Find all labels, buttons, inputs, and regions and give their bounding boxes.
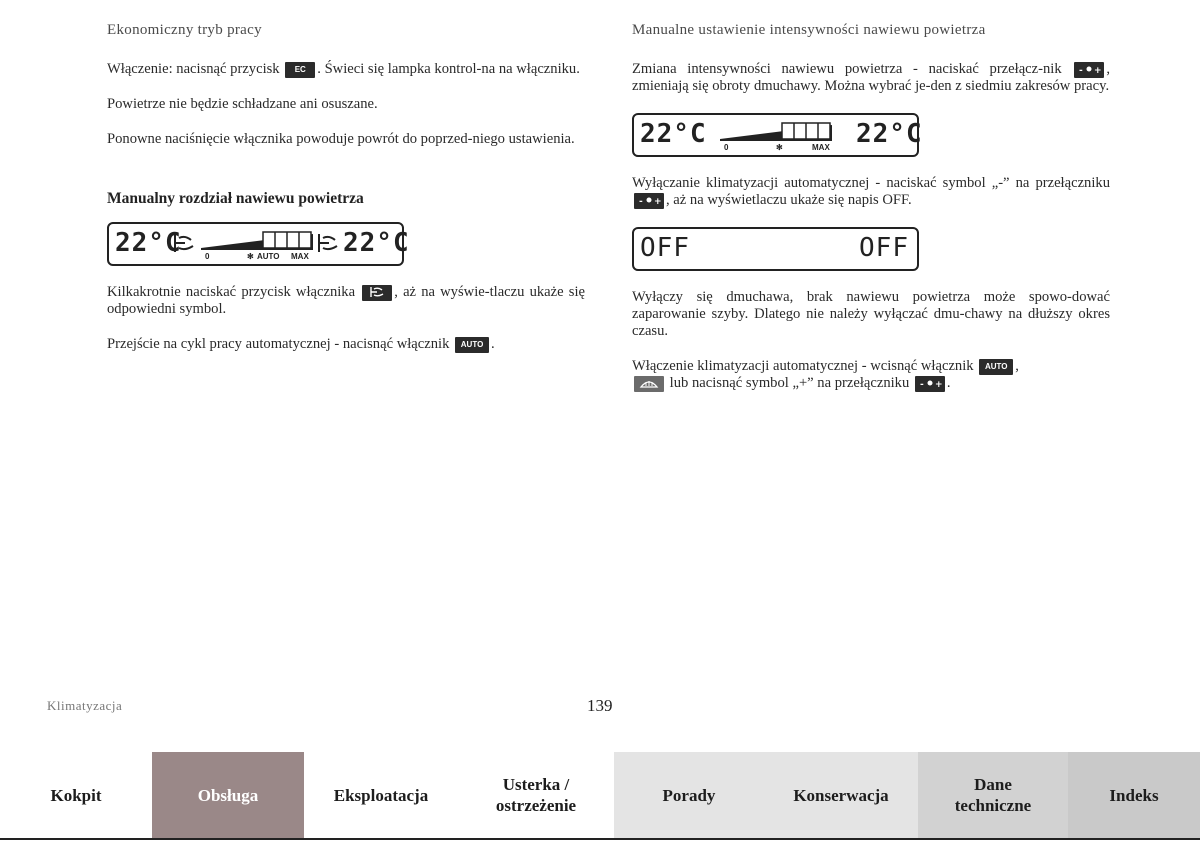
text: . bbox=[946, 375, 951, 391]
lcd-off-left: OFF bbox=[640, 233, 690, 263]
text: Przejście na cykl pracy automatycznej - nacisnąć włącznik bbox=[107, 336, 450, 352]
tab-kokpit[interactable]: Kokpit bbox=[50, 785, 102, 805]
fan-icon: ✻ bbox=[247, 252, 254, 261]
section-heading-fan-intensity: Manualne ustawienie intensywności nawiewu powietrza bbox=[632, 22, 986, 38]
lcd-zero-label: 0 bbox=[724, 143, 729, 152]
svg-text:-: - bbox=[919, 379, 924, 390]
auto-button-icon: AUTO bbox=[979, 359, 1013, 375]
tab-konserwacja[interactable]: Konserwacja bbox=[764, 752, 918, 838]
text: Kilkakrotnie naciskać przycisk włącznika bbox=[107, 284, 356, 300]
tab-porady[interactable]: Porady bbox=[614, 752, 764, 838]
fan-bar-graph bbox=[720, 121, 832, 143]
lcd-off-right: OFF bbox=[859, 233, 909, 263]
paragraph-repeat-press: Ponowne naciśnięcie włącznika powoduje powrót do poprzed-niego ustawienia. bbox=[107, 131, 575, 147]
text: , aż na wyświe-tlaczu ukaże się odpowiedni symbol. bbox=[107, 284, 585, 317]
fan-bar-graph bbox=[201, 230, 313, 252]
lcd-max-label: MAX bbox=[812, 143, 830, 152]
paragraph-auto-mode bbox=[107, 336, 585, 353]
subheading-air-distribution: Manualny rozdział nawiewu powietrza bbox=[107, 190, 364, 207]
bottom-divider bbox=[0, 838, 1200, 840]
paragraph-auto-on bbox=[632, 358, 1110, 392]
air-distribution-icon-right bbox=[315, 232, 341, 254]
lcd-max-label: MAX bbox=[291, 252, 309, 261]
distribution-button-icon bbox=[362, 285, 392, 301]
fan-switch-button-icon bbox=[634, 193, 664, 209]
text: , aż na wyświetlaczu ukaże się napis OFF. bbox=[666, 192, 912, 208]
lcd-temp-right: 22°C bbox=[343, 228, 410, 258]
fan-icon: ✻ bbox=[776, 143, 783, 152]
text: Włączenie klimatyzacji automatycznej - wcisnąć włącznik bbox=[632, 358, 974, 374]
tab-usterka[interactable]: Usterka / ostrzeżenie bbox=[495, 775, 577, 815]
lcd-display-distribution bbox=[107, 222, 410, 266]
paragraph-economy-on bbox=[107, 61, 585, 78]
lcd-zero-label: 0 bbox=[205, 252, 210, 261]
text: , bbox=[1015, 358, 1019, 374]
tab-dane-techniczne[interactable]: Dane techniczne bbox=[918, 752, 1068, 838]
text: . Świeci się lampka kontrol-na na włączniku. bbox=[317, 61, 580, 77]
text: Zmiana intensywności nawiewu powietrza - naciskać przełącz-nik bbox=[632, 61, 1062, 77]
tab-eksploatacja[interactable]: Eksploatacja bbox=[333, 785, 429, 805]
tab-indeks[interactable]: Indeks bbox=[1068, 752, 1200, 838]
svg-text:-: - bbox=[1079, 65, 1084, 76]
right-column bbox=[632, 22, 1110, 410]
text: Wyłączanie klimatyzacji automatycznej - naciskać symbol „-” na przełączniku bbox=[632, 175, 1110, 191]
lcd-display-off bbox=[632, 227, 919, 271]
lcd-temp-left: 22°C bbox=[115, 228, 182, 258]
svg-text:+: + bbox=[1094, 65, 1102, 76]
lcd-temp-right: 22°C bbox=[856, 119, 923, 149]
svg-text:+: + bbox=[934, 379, 943, 390]
tab-obsluga[interactable]: Obsługa bbox=[152, 752, 304, 838]
footer-section-name: Klimatyzacja bbox=[47, 698, 123, 713]
paragraph-fog-warning: Wyłączy się dmuchawa, brak nawiewu powietrza może spowo-dować zaparowanie szyby. Dlatego nie należy wyłączać dmu-chawy na dłuższy okres czasu. bbox=[632, 289, 1110, 339]
chapter-tabs bbox=[0, 752, 1200, 838]
fan-switch-button-icon bbox=[1074, 62, 1104, 78]
text: , zmieniają się obroty dmuchawy. Można wybrać je-den z siedmiu zakresów pracy. bbox=[632, 61, 1110, 94]
lcd-auto-label: AUTO bbox=[257, 252, 280, 261]
text: . bbox=[491, 336, 495, 352]
left-column bbox=[107, 22, 585, 371]
lcd-display-fan bbox=[632, 113, 923, 157]
paragraph-auto-off bbox=[632, 175, 1110, 209]
text: Włączenie: nacisnąć przycisk bbox=[107, 61, 280, 77]
air-distribution-icon bbox=[171, 232, 197, 254]
auto-button-icon: AUTO bbox=[455, 337, 489, 353]
defrost-button-icon bbox=[634, 376, 664, 392]
svg-text:-: - bbox=[639, 196, 643, 207]
fan-switch-button-icon bbox=[915, 376, 945, 392]
paragraph-press-distribution bbox=[107, 284, 585, 318]
page-number: 139 bbox=[587, 696, 613, 715]
ec-button-icon: EC bbox=[285, 62, 315, 78]
text: lub nacisnąć symbol „+” na przełączniku bbox=[669, 375, 910, 391]
lcd-temp-left: 22°C bbox=[640, 119, 707, 149]
section-heading-economy: Ekonomiczny tryb pracy bbox=[107, 22, 262, 38]
svg-text:+: + bbox=[654, 196, 662, 207]
paragraph-no-cooling: Powietrze nie będzie schładzane ani osuszane. bbox=[107, 96, 378, 112]
paragraph-fan-change bbox=[632, 61, 1110, 95]
